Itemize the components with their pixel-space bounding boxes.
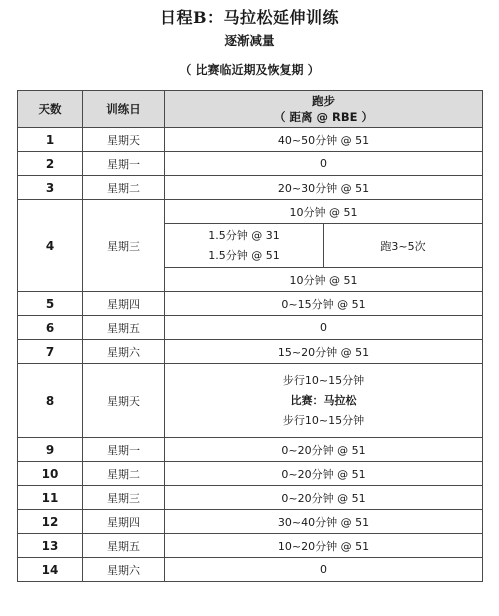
weekday-cell: 星期四 [83, 292, 165, 316]
day-cell: 10 [18, 462, 83, 486]
table-row [18, 510, 483, 534]
table-row [18, 486, 483, 510]
weekday-cell: 星期天 [83, 128, 165, 152]
day-cell: 8 [18, 364, 83, 438]
weekday-cell: 星期六 [83, 558, 165, 582]
race-walk-before: 步行10~15分钟 [282, 373, 365, 387]
day-cell: 11 [18, 486, 83, 510]
page-title: 日程B：马拉松延伸训练 [159, 8, 340, 27]
day-cell: 14 [18, 558, 83, 582]
day-cell: 3 [18, 176, 83, 200]
day-cell: 4 [18, 200, 83, 292]
day-cell: 13 [18, 534, 83, 558]
table-row [18, 534, 483, 558]
run-cell: 30~40分钟 @ 51 [165, 510, 483, 534]
day-cell: 5 [18, 292, 83, 316]
weekday-cell: 星期三 [83, 486, 165, 510]
table-row [18, 558, 483, 582]
day-cell: 9 [18, 438, 83, 462]
race-event: 比赛：马拉松 [290, 393, 357, 407]
weekday-cell: 星期三 [83, 200, 165, 292]
weekday-cell: 星期二 [83, 462, 165, 486]
race-walk-after: 步行10~15分钟 [282, 413, 365, 427]
table-row [18, 176, 483, 200]
table-row [18, 200, 483, 224]
day-cell: 6 [18, 316, 83, 340]
run-cell: 0 [165, 152, 483, 176]
run-cell: 15~20分钟 @ 51 [165, 340, 483, 364]
table-row [18, 364, 483, 438]
run-cell: 0~20分钟 @ 51 [165, 462, 483, 486]
header-run-subtitle: （ 距离 @ RBE ） [274, 110, 373, 124]
run-repeat-cell: 跑3~5次 [324, 224, 483, 268]
weekday-cell: 星期六 [83, 340, 165, 364]
training-schedule-table [17, 90, 483, 582]
table-row [18, 438, 483, 462]
header-run-title: 跑步 [312, 94, 335, 108]
day-cell: 2 [18, 152, 83, 176]
weekday-cell: 星期五 [83, 316, 165, 340]
weekday-cell: 星期四 [83, 510, 165, 534]
page-subtitle: 逐渐减量 [224, 33, 275, 48]
run-interval-cell [165, 224, 324, 268]
table-row [18, 316, 483, 340]
run-cell: 40~50分钟 @ 51 [165, 128, 483, 152]
interval-line-2: 1.5分钟 @ 51 [208, 248, 280, 262]
table-row [18, 292, 483, 316]
run-cooldown-cell: 10分钟 @ 51 [165, 268, 483, 292]
run-race-cell [165, 364, 483, 438]
table-row [18, 152, 483, 176]
run-cell: 0~15分钟 @ 51 [165, 292, 483, 316]
phase-label: （ 比赛临近期及恢复期 ） [179, 63, 320, 77]
weekday-cell: 星期二 [83, 176, 165, 200]
run-cell: 0 [165, 316, 483, 340]
weekday-cell: 星期天 [83, 364, 165, 438]
weekday-cell: 星期五 [83, 534, 165, 558]
header-day: 天数 [18, 91, 83, 128]
run-cell: 0 [165, 558, 483, 582]
run-cell: 20~30分钟 @ 51 [165, 176, 483, 200]
day-cell: 12 [18, 510, 83, 534]
run-cell: 0~20分钟 @ 51 [165, 486, 483, 510]
table-row [18, 128, 483, 152]
weekday-cell: 星期一 [83, 152, 165, 176]
run-cell: 0~20分钟 @ 51 [165, 438, 483, 462]
table-row [18, 462, 483, 486]
table-header-row [18, 91, 483, 128]
interval-line-1: 1.5分钟 @ 31 [208, 228, 280, 242]
day-cell: 7 [18, 340, 83, 364]
run-cell: 10~20分钟 @ 51 [165, 534, 483, 558]
header-weekday: 训练日 [83, 91, 165, 128]
day-cell: 1 [18, 128, 83, 152]
weekday-cell: 星期一 [83, 438, 165, 462]
table-row [18, 340, 483, 364]
header-run [165, 91, 483, 128]
run-warmup-cell: 10分钟 @ 51 [165, 200, 483, 224]
